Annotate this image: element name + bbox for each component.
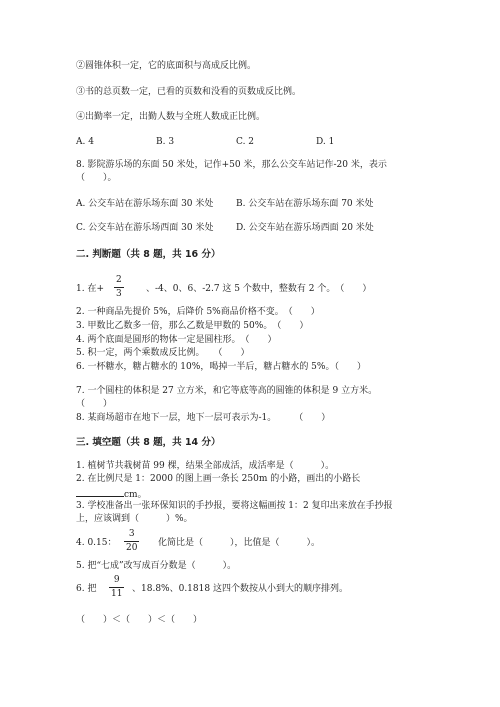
answer-blank <box>76 487 124 497</box>
fraction-denominator: 20 <box>126 543 138 553</box>
judge-5: 5. 积一定，两个乘数成反比例。 （ ） <box>76 348 250 358</box>
section-3-heading: 三. 填空题（共 8 题，共 14 分） <box>76 437 221 448</box>
q8-option-c: C. 公交车站在游乐场西面 30 米处 <box>76 223 214 233</box>
q7-option-b: B. 3 <box>156 137 175 147</box>
fraction-three-twentieths <box>124 529 139 554</box>
judge-3: 3. 甲数比乙数多一倍，那么乙数是甲数的 50%。 （ ） <box>76 321 309 331</box>
fraction-denominator: 11 <box>111 589 123 599</box>
fraction-nine-elevenths <box>109 575 124 600</box>
statement-2: ②圆锥体积一定，它的底面积与高成反比例。 <box>76 61 257 71</box>
fraction-bar <box>124 541 139 542</box>
fill-3-line2: 上，应该调到（ ）%。 <box>76 514 193 524</box>
statement-4: ④出勤率一定，出勤人数与全班人数成正比例。 <box>76 112 266 122</box>
fill-6-answer-slots: （ ）＜（ ）＜（ ） <box>76 615 203 625</box>
fraction-numerator: 2 <box>116 275 122 285</box>
judge-8: 8. 某商场超市在地下一层，地下一层可表示为-1。 （ ） <box>76 413 331 423</box>
fill-6-pre: 6. 把 <box>76 584 97 594</box>
judge-1-post: 、-4、0、6、-2.7 这 5 个数中，整数有 2 个。 （ ） <box>146 284 372 294</box>
fill-5: 5. 把“七成”改写成百分数是（ ）。 <box>76 561 237 571</box>
fill-6-post: 、18.8%、0.1818 这四个数按从小到大的顺序排列。 <box>132 584 348 594</box>
fraction-numerator: 3 <box>128 529 135 539</box>
q8-option-d: D. 公交车站在游乐场西面 20 米处 <box>236 223 374 233</box>
fraction-bar <box>109 587 124 588</box>
judge-2: 2. 一种商品先提价 5%，后降价 5%商品价格不变。 （ ） <box>76 307 320 317</box>
fill-4-pre: 4. 0.15： <box>76 538 117 548</box>
q8-option-b: B. 公交车站在游乐场东面 70 米处 <box>236 199 374 209</box>
fraction-denominator: 3 <box>116 289 122 299</box>
statement-3: ③书的总页数一定，已看的页数和没看的页数成反比例。 <box>76 87 302 97</box>
section-2-heading: 二. 判断题（共 8 题，共 16 分） <box>76 249 221 260</box>
fill-2-unit: cm。 <box>124 490 147 500</box>
fill-3-line1: 3. 学校准备出一张环保知识的手抄报，要将这幅画按 1：2 复印出来放在手抄报 <box>76 501 393 511</box>
q8-stem-line1: 8. 影院游乐场的东面 50 米处，记作+50 米，那么公交车站记作-20 米，表示 <box>76 160 387 170</box>
judge-1-pre: 1. 在+ <box>76 284 104 294</box>
judge-4: 4. 两个底面是圆形的物体一定是圆柱形。 （ ） <box>76 335 277 345</box>
judge-6: 6. 一杯糖水，糖占糖水的 10%，喝掉一半后，糖占糖水的 5%。（ ） <box>76 362 366 372</box>
judge-7-line1: 7. 一个圆柱的体积是 27 立方米，和它等底等高的圆锥的体积是 9 立方米。 <box>76 386 378 396</box>
fraction-bar <box>114 287 124 288</box>
judge-7-line2: （ ） <box>76 399 113 409</box>
fill-2-line2 <box>76 487 147 501</box>
q8-stem-line2: （ ）。 <box>76 173 117 183</box>
q8-option-a: A. 公交车站在游乐场东面 30 米处 <box>76 199 214 209</box>
fill-1: 1. 植树节共栽树苗 99 棵，结果全部成活，成活率是（ ）。 <box>76 461 335 471</box>
fraction-two-thirds <box>114 275 124 300</box>
fill-2-line1: 2. 在比例尺是 1：2000 的图上画一条长 250m 的小路，画出的小路长 <box>76 474 361 484</box>
fill-4-post: 化简比是（ ），比值是（ ）。 <box>158 538 321 548</box>
q7-option-a: A. 4 <box>76 137 94 147</box>
q7-option-c: C. 2 <box>236 137 255 147</box>
fraction-numerator: 9 <box>113 575 120 585</box>
q7-option-d: D. 1 <box>316 137 335 147</box>
